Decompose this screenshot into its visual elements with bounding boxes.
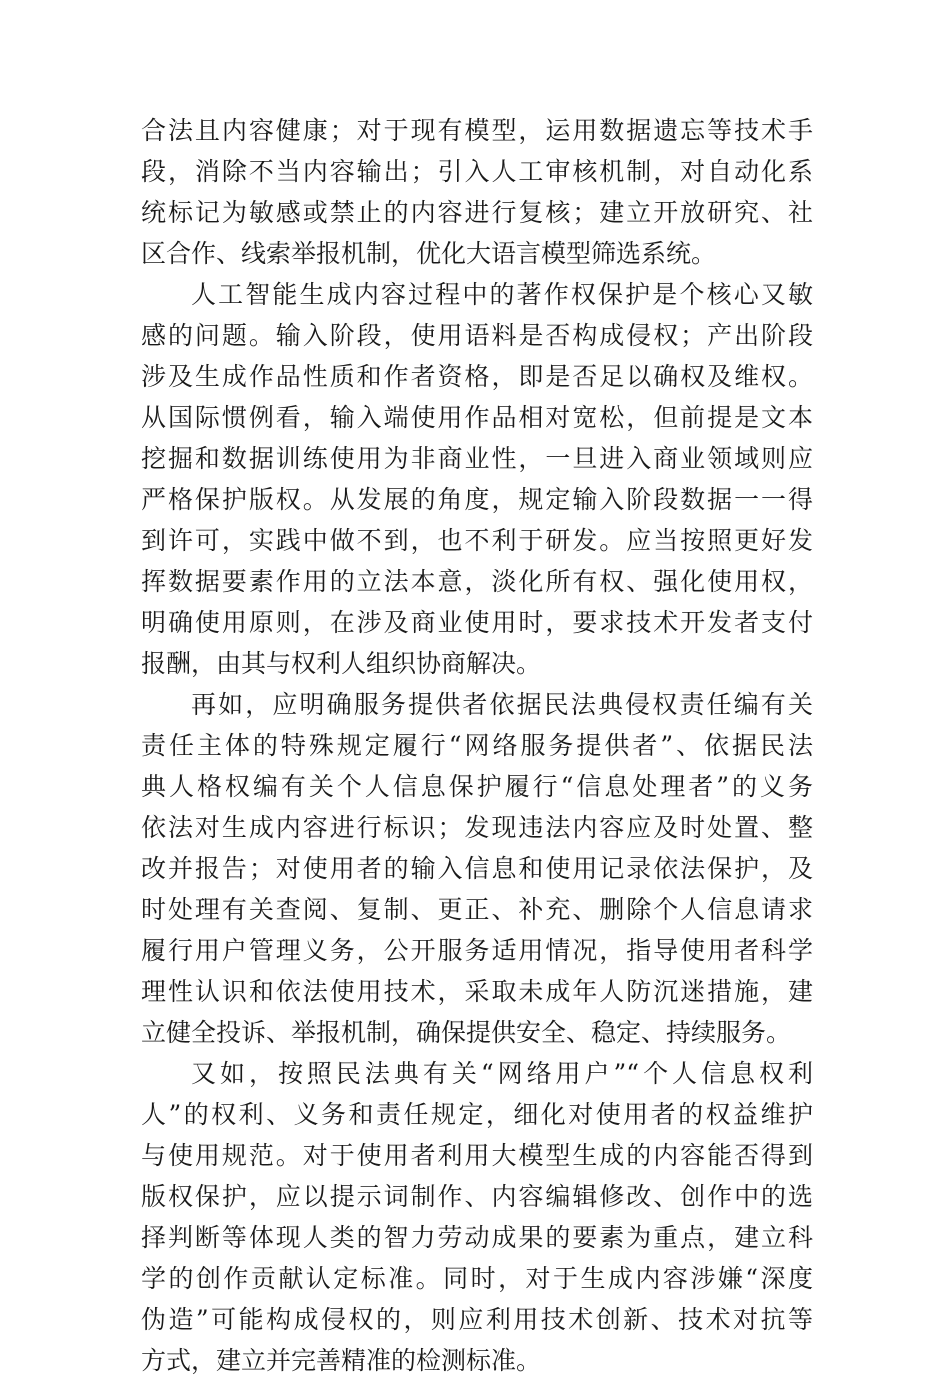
text-line: 时处理有关查阅、复制、更正、补充、删除个人信息请求 bbox=[141, 895, 813, 924]
text-line: 统标记为敏感或禁止的内容进行复核；建立开放研究、社 bbox=[141, 198, 813, 227]
text-line: 严格保护版权。从发展的角度，规定输入阶段数据一一得 bbox=[141, 485, 813, 514]
text-line: 与使用规范。对于使用者利用大模型生成的内容能否得到 bbox=[141, 1141, 813, 1170]
text-line: 人”的权利、义务和责任规定，细化对使用者的权益维护 bbox=[141, 1100, 813, 1129]
text-line: 伪造”可能构成侵权的，则应利用技术创新、技术对抗等 bbox=[141, 1305, 813, 1334]
text-line: 人工智能生成内容过程中的著作权保护是个核心又敏 bbox=[191, 280, 813, 309]
paragraph bbox=[141, 110, 813, 274]
text-line: 改并报告；对使用者的输入信息和使用记录依法保护，及 bbox=[141, 854, 813, 883]
text-line: 又如，按照民法典有关“网络用户”“个人信息权利 bbox=[191, 1059, 813, 1088]
text-line: 版权保护，应以提示词制作、内容编辑修改、创作中的选 bbox=[141, 1182, 813, 1211]
text-line: 感的问题。输入阶段，使用语料是否构成侵权；产出阶段 bbox=[141, 321, 813, 350]
text-line: 立健全投诉、举报机制，确保提供安全、稳定、持续服务。 bbox=[141, 1018, 792, 1047]
paragraph bbox=[141, 1053, 813, 1381]
text-line: 学的创作贡献认定标准。同时，对于生成内容涉嫌“深度 bbox=[141, 1264, 813, 1293]
text-line: 合法且内容健康；对于现有模型，运用数据遗忘等技术手 bbox=[141, 116, 813, 145]
text-line: 方式，建立并完善精准的检测标准。 bbox=[141, 1346, 542, 1375]
text-line: 择判断等体现人类的智力劳动成果的要素为重点，建立科 bbox=[141, 1223, 813, 1252]
text-line: 从国际惯例看，输入端使用作品相对宽松，但前提是文本 bbox=[141, 403, 813, 432]
text-line: 履行用户管理义务，公开服务适用情况，指导使用者科学 bbox=[141, 936, 813, 965]
paragraph bbox=[141, 684, 813, 1053]
text-line: 理性认识和依法使用技术，采取未成年人防沉迷措施，建 bbox=[141, 977, 813, 1006]
text-line: 依法对生成内容进行标识；发现违法内容应及时处置、整 bbox=[141, 813, 813, 842]
text-line: 责任主体的特殊规定履行“网络服务提供者”、依据民法 bbox=[141, 731, 813, 760]
text-line: 区合作、线索举报机制，优化大语言模型筛选系统。 bbox=[141, 239, 717, 268]
text-line: 典人格权编有关个人信息保护履行“信息处理者”的义务 bbox=[141, 772, 813, 801]
text-line: 再如，应明确服务提供者依据民法典侵权责任编有关 bbox=[191, 690, 813, 719]
text-line: 报酬，由其与权利人组织协商解决。 bbox=[141, 649, 542, 678]
text-line: 到许可，实践中做不到，也不利于研发。应当按照更好发 bbox=[141, 526, 813, 555]
document-body bbox=[141, 110, 813, 1381]
text-line: 挖掘和数据训练使用为非商业性，一旦进入商业领域则应 bbox=[141, 444, 813, 473]
paragraph bbox=[141, 274, 813, 684]
text-line: 涉及生成作品性质和作者资格，即是否足以确权及维权。 bbox=[141, 362, 813, 391]
text-line: 挥数据要素作用的立法本意，淡化所有权、强化使用权， bbox=[141, 567, 813, 596]
text-line: 明确使用原则，在涉及商业使用时，要求技术开发者支付 bbox=[141, 608, 813, 637]
text-line: 段，消除不当内容输出；引入人工审核机制，对自动化系 bbox=[141, 157, 813, 186]
